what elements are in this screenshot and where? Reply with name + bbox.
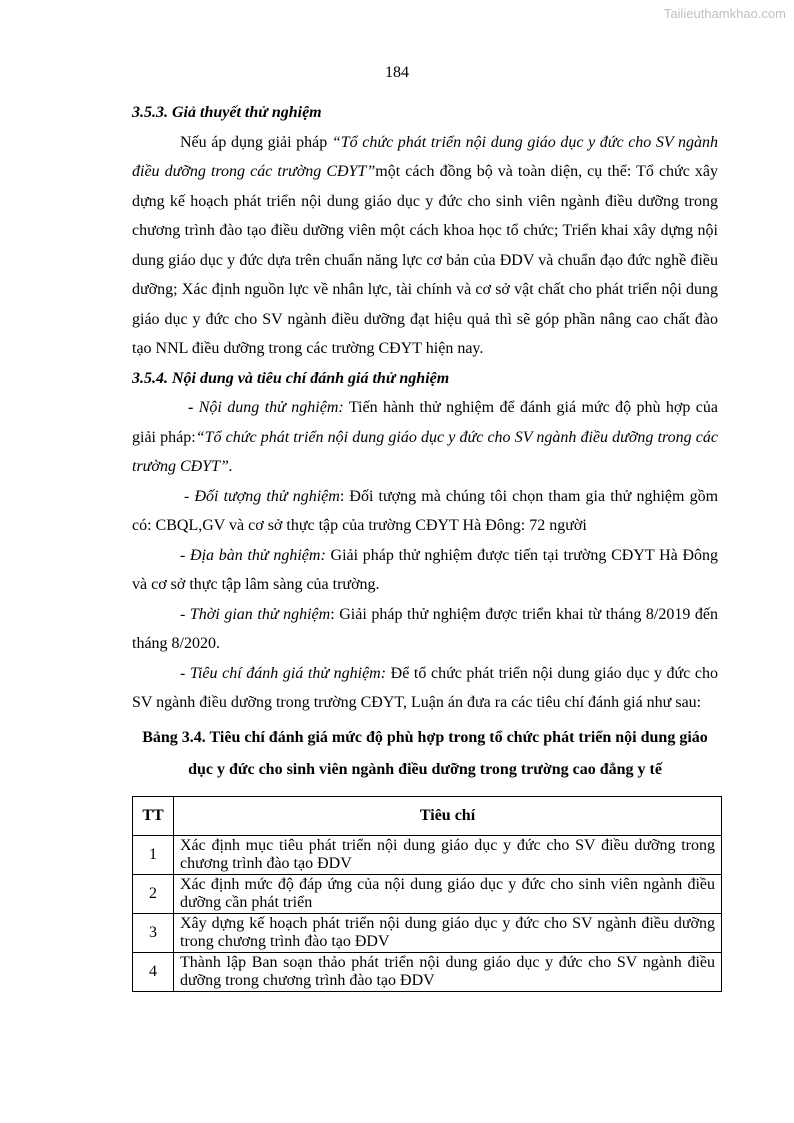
item-text: Tiến hành thử nghiệm để đánh giá mức độ phù hợp của giải pháp: [132,399,719,446]
table-header-row [133,796,722,835]
paragraph-text: một cách đồng bộ và toàn diện, cụ thể: Tổ chức xây dựng kế hoạch phát triển nội dung giáo dục y đức cho sinh viên ngành điều dưỡng trong chương trình đào tạo điều dưỡng viên một cách khoa học tổ chức; Triển khai xây dựng nội dung giáo dục y đức dựa trên chuẩn năng lực cơ bản của ĐDV và chuẩn đạo đức nghề điều dưỡng; Xác định nguồn lực về nhân lực, tài chính và cơ sở vật chất cho phát triển nội dung giáo dục y đức cho SV ngành điều dưỡng đạt hiệu quả thì sẽ góp phần nâng cao chất đào tạo NNL điều dưỡng trong các trường CĐYT hiện nay. [132,163,718,357]
item-label: Nội dung thử nghiệm: [198,399,344,416]
paragraph-text: Nếu áp dụng giải pháp [180,133,332,151]
hypothesis-paragraph [132,128,718,364]
item-dash: - [180,546,191,564]
item-dash: - [188,399,199,416]
item-label: Địa bàn thử nghiệm: [190,546,326,564]
item-label: Thời gian thử nghiệm [189,605,331,623]
table-row [133,835,722,874]
item-dash: - [180,605,190,623]
row-criterion: Xác định mục tiêu phát triển nội dung giáo dục y đức cho SV điều dưỡng trong chương trình đào tạo ĐDV [174,835,722,874]
item-label: Tiêu chí đánh giá thử nghiệm: [189,664,387,682]
watermark: Tailieuthamkhao.com [663,6,786,21]
table-row [133,952,722,991]
row-number: 3 [133,913,174,952]
item-subjects [132,482,718,541]
header-criteria: Tiêu chí [174,796,722,835]
section-heading-354: 3.5.4. Nội dung và tiêu chí đánh giá thử nghiệm [132,369,450,387]
table-row [133,913,722,952]
item-time [132,600,718,659]
row-number: 2 [133,874,174,913]
item-dash: - [184,487,195,505]
table-caption: Bảng 3.4. Tiêu chí đánh giá mức độ phù hợp trong tổ chức phát triển nội dung giáo dục y đức cho sinh viên ngành điều dưỡng trong trường cao đẳng y tế [142,728,708,778]
row-criterion: Xây dựng kế hoạch phát triển nội dung giáo dục y đức cho SV ngành điều dưỡng trong chương trình đào tạo ĐDV [174,913,722,952]
solution-title: “Tổ chức phát triển nội dung giáo dục y đức cho SV ngành điều dưỡng trong các trường CĐYT” [132,133,718,180]
item-text: Để tổ chức phát triển nội dung giáo dục y đức cho SV ngành điều dưỡng trong trường CĐYT, Luận án đưa ra các tiêu chí đánh giá như sau: [132,664,719,711]
item-content [132,393,718,482]
criteria-table [132,796,722,992]
item-criteria [132,659,718,718]
item-text: Giải pháp thử nghiệm được tiến tại trường CĐYT Hà Đông và cơ sở thực tập lâm sàng của trường. [132,546,719,593]
section-heading-353: 3.5.3. Giả thuyết thử nghiệm [132,104,322,121]
row-criterion: Xác định mức độ đáp ứng của nội dung giáo dục y đức cho sinh viên ngành điều dưỡng cần phát triển [174,874,722,913]
row-criterion: Thành lập Ban soạn thảo phát triển nội dung giáo dục y đức cho SV ngành điều dưỡng trong chương trình đào tạo ĐDV [174,952,722,991]
item-dash: - [180,664,190,682]
row-number: 4 [133,952,174,991]
item-text: : Giải pháp thử nghiệm được triển khai từ tháng 8/2019 đến tháng 8/2020. [132,605,719,652]
row-number: 1 [133,835,174,874]
table-row [133,874,722,913]
page-number: 184 [385,64,409,81]
item-text: : Đối tượng mà chúng tôi chọn tham gia thử nghiệm gồm có: CBQL,GV và cơ sở thực tập của trường CĐYT Hà Đông: 72 người [132,487,719,534]
header-tt: TT [133,796,174,835]
item-location [132,541,718,600]
page-content [132,98,718,992]
item-italic-tail: “Tổ chức phát triển nội dung giáo dục y đức cho SV ngành điều dưỡng trong các trường CĐYT”. [132,428,718,475]
item-label: Đối tượng thử nghiệm [194,487,340,505]
